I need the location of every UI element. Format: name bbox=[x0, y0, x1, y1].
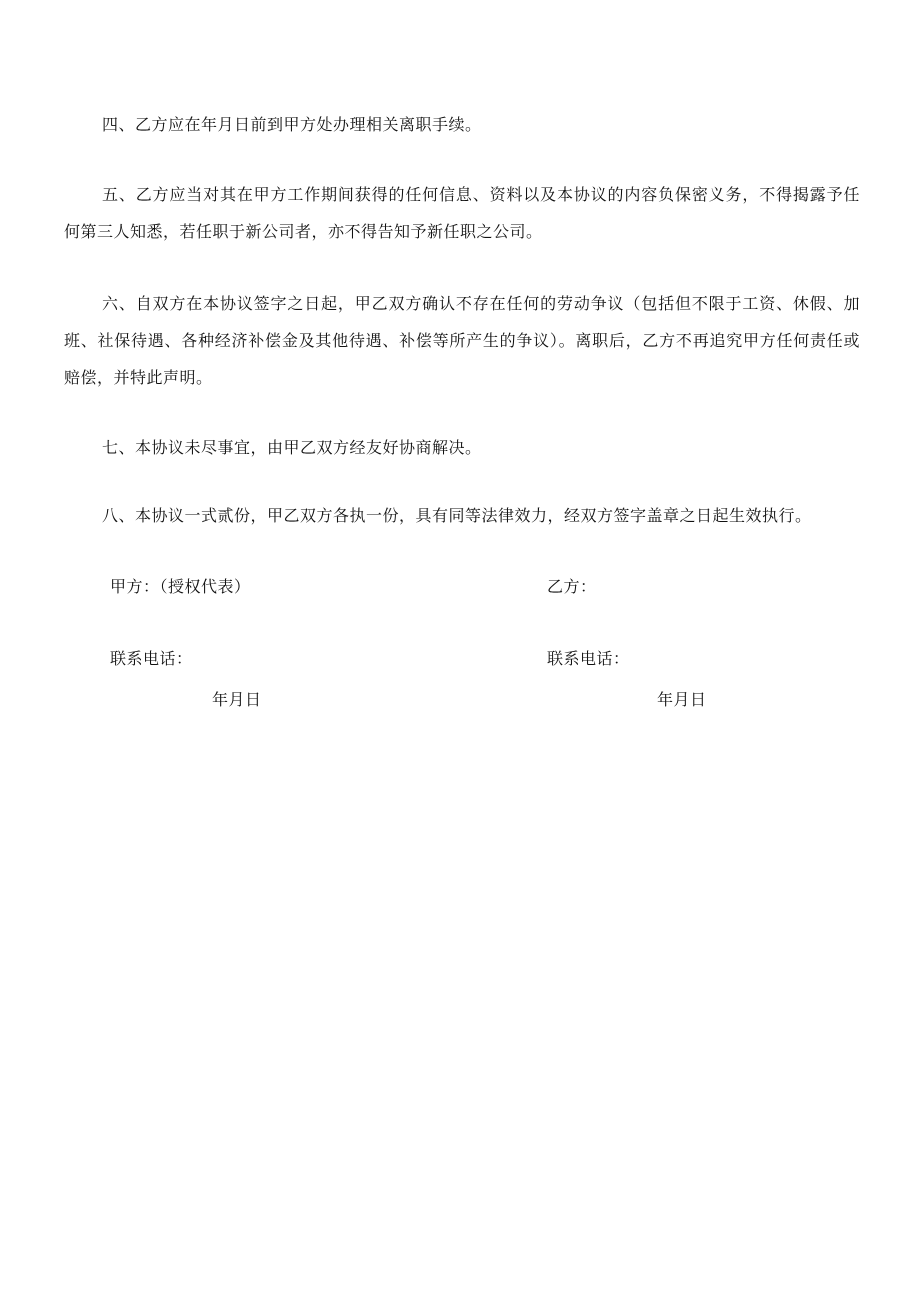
party-b-label: 乙方： bbox=[547, 577, 597, 596]
clause-4: 四、乙方应在年月日前到甲方处办理相关离职手续。 bbox=[102, 115, 482, 134]
party-a-date: 年月日 bbox=[212, 690, 262, 709]
party-b-phone: 联系电话： bbox=[547, 649, 630, 668]
party-a-phone: 联系电话： bbox=[110, 649, 193, 668]
party-b-date: 年月日 bbox=[657, 690, 707, 709]
party-a-label: 甲方：（授权代表） bbox=[110, 577, 251, 596]
clause-6: 六、自双方在本协议签字之日起，甲乙双方确认不存在任何的劳动争议（包括但不限于工资、休假、加班、社保待遇、各种经济补偿金及其他待遇、补偿等所产生的争议）。离职后，乙方不再追究甲方任何责任或赔偿，并特此声明。 bbox=[64, 294, 860, 387]
clause-8: 八、本协议一式贰份，甲乙双方各执一份，具有同等法律效力，经双方签字盖章之日起生效执行。 bbox=[102, 506, 812, 525]
clause-5: 五、乙方应当对其在甲方工作期间获得的任何信息、资料以及本协议的内容负保密义务，不得揭露予任何第三人知悉，若任职于新公司者，亦不得告知予新任职之公司。 bbox=[64, 185, 860, 241]
clause-7: 七、本协议未尽事宜，由甲乙双方经友好协商解决。 bbox=[102, 438, 482, 457]
